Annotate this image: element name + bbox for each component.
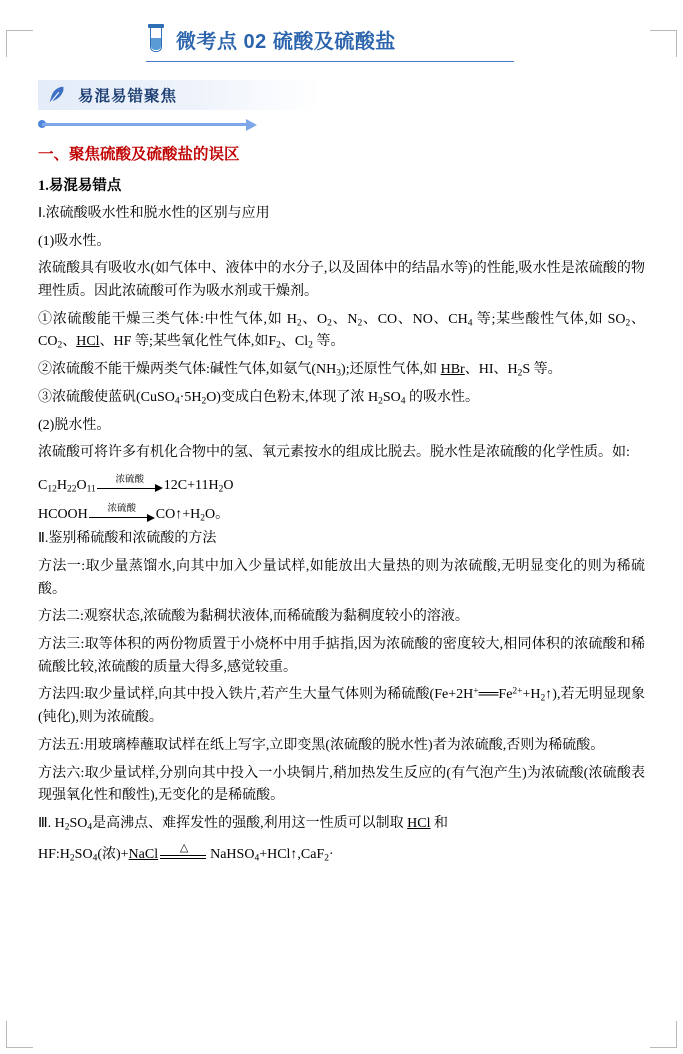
paragraph-dry-gases: ①浓硫酸能干燥三类气体:中性气体,如 $H_2$、$O_2$、$N_2$、CO、NO、$CH_4$ 等;某些酸性气体,如 $SO_2$、$CO_2$、HCl、HF 等;某些氧化性气体,如$F_2$、$Cl_2$ 等。 bbox=[38, 311, 646, 351]
paragraph-method-6: 方法六:取少量试样,分别向其中投入一小块铜片,稍加热发生反应的(有气泡产生)为浓硫酸(浓硫酸表现强氧化性和酸性),无变化的是稀硫酸。 bbox=[38, 765, 645, 804]
title-underline bbox=[146, 61, 514, 62]
paragraph-method-5: 方法五:用玻璃棒蘸取试样在纸上写字,立即变黑(浓硫酸的脱水性)者为浓硫酸,否则为稀硫酸。 bbox=[38, 737, 605, 753]
reaction-arrow-icon bbox=[97, 474, 163, 494]
double-line-arrow-icon bbox=[160, 842, 208, 864]
equation-sucrose bbox=[38, 474, 645, 494]
equation-formic-right: $CO↑+H_2O$。 bbox=[155, 507, 230, 524]
equation-formic-left: HCOOH bbox=[38, 507, 88, 523]
section-heading: 一、聚焦硫酸及硫酸盐的误区 bbox=[38, 146, 240, 163]
paragraph-item-2: (1)吸水性。 bbox=[38, 233, 111, 249]
document-page bbox=[0, 24, 683, 1054]
equation-hf-left: $HF:H_2SO_4$(浓)+NaCl bbox=[38, 847, 159, 864]
equation-sucrose-left: $C_{12}H_{22}O_{11}$ bbox=[38, 477, 96, 495]
reaction-arrow-icon-2 bbox=[89, 503, 155, 523]
crop-mark-bottom-right bbox=[650, 1021, 677, 1048]
feather-icon bbox=[46, 84, 68, 106]
paragraph-item-7: Ⅲ. $H_2SO_4$是高沸点、难挥发性的强酸,利用这一性质可以制取 HCl 和 bbox=[38, 815, 449, 833]
equation-sucrose-label: 浓硫酸 bbox=[115, 475, 145, 486]
equation-hf bbox=[38, 842, 645, 864]
crop-mark-bottom-left bbox=[6, 1021, 33, 1048]
paragraph-item-1: Ⅰ.浓硫酸吸水性和脱水性的区别与应用 bbox=[38, 206, 270, 221]
subsection-heading: 1.易混易错点 bbox=[38, 178, 122, 194]
crop-mark-top-left bbox=[6, 30, 33, 57]
paragraph-method-3: 方法三:取等体积的两份物质置于小烧杯中用手掂指,因为浓硫酸的密度较大,相同体积的浓硫酸和稀硫酸比较,浓硫酸的质量大得多,感觉较重。 bbox=[38, 637, 645, 675]
equation-sucrose-right: $12C+11H_2O$ bbox=[163, 477, 234, 495]
paragraph-method-4: 方法四:取少量试样,向其中投入铁片,若产生大量气体则为稀硫酸$(Fe+2H^+══Fe^{2+}+H_2↑)$,若无明显现象(钝化),则为浓硫酸。 bbox=[38, 687, 645, 726]
page-title: 微考点 02 硫酸及硫酸盐 bbox=[176, 30, 396, 53]
paragraph-method-1: 方法一:取少量蒸馏水,向其中加入少量试样,如能放出大量热的则为浓硫酸,无明显变化的则为稀硫酸。 bbox=[38, 559, 645, 597]
paragraph-non-dry-gases: ②浓硫酸不能干燥两类气体:碱性气体,如氨气$(NH_3)$;还原性气体,如 HBr、HI、$H_2S$ 等。 bbox=[38, 362, 562, 379]
equation-formic-label: 浓硫酸 bbox=[107, 504, 137, 515]
decorative-arrow-rule bbox=[38, 118, 258, 130]
paragraph-method-2: 方法二:观察状态,浓硫酸为黏稠状液体,而稀硫酸为黏稠度较小的溶液。 bbox=[38, 609, 469, 625]
section-banner bbox=[38, 80, 320, 110]
paragraph-blue-vitriol: ③浓硫酸使蓝矾$(CuSO_4\cdot 5H_2O)$变成白色粉末,体现了浓 $H_2SO_4$ 的吸水性。 bbox=[38, 389, 479, 407]
paragraph-item-4: (2)脱水性。 bbox=[38, 417, 111, 433]
page-title-row bbox=[38, 24, 645, 54]
equation-hf-right: NaHSO$_4$+HCl↑,CaF$_2$· bbox=[210, 847, 334, 864]
paragraph-item-5: 浓硫酸可将许多有机化合物中的氢、氧元素按水的组成比脱去。脱水性是浓硫酸的化学性质。如: bbox=[38, 445, 630, 461]
test-tube-icon bbox=[146, 24, 166, 54]
paragraph-item-6: Ⅱ.鉴别稀硫酸和浓硫酸的方法 bbox=[38, 531, 217, 547]
paragraph-item-3: 浓硫酸具有吸收水(如气体中、液体中的水分子,以及固体中的结晶水等)的性能,吸水性是浓硫酸的物理性质。因此浓硫酸可作为吸水剂或干燥剂。 bbox=[38, 261, 645, 300]
banner-label: 易混易错聚焦 bbox=[78, 88, 178, 105]
heat-condition-label: △ bbox=[179, 841, 189, 854]
crop-mark-top-right bbox=[650, 30, 677, 57]
equation-formic-acid bbox=[38, 503, 645, 523]
